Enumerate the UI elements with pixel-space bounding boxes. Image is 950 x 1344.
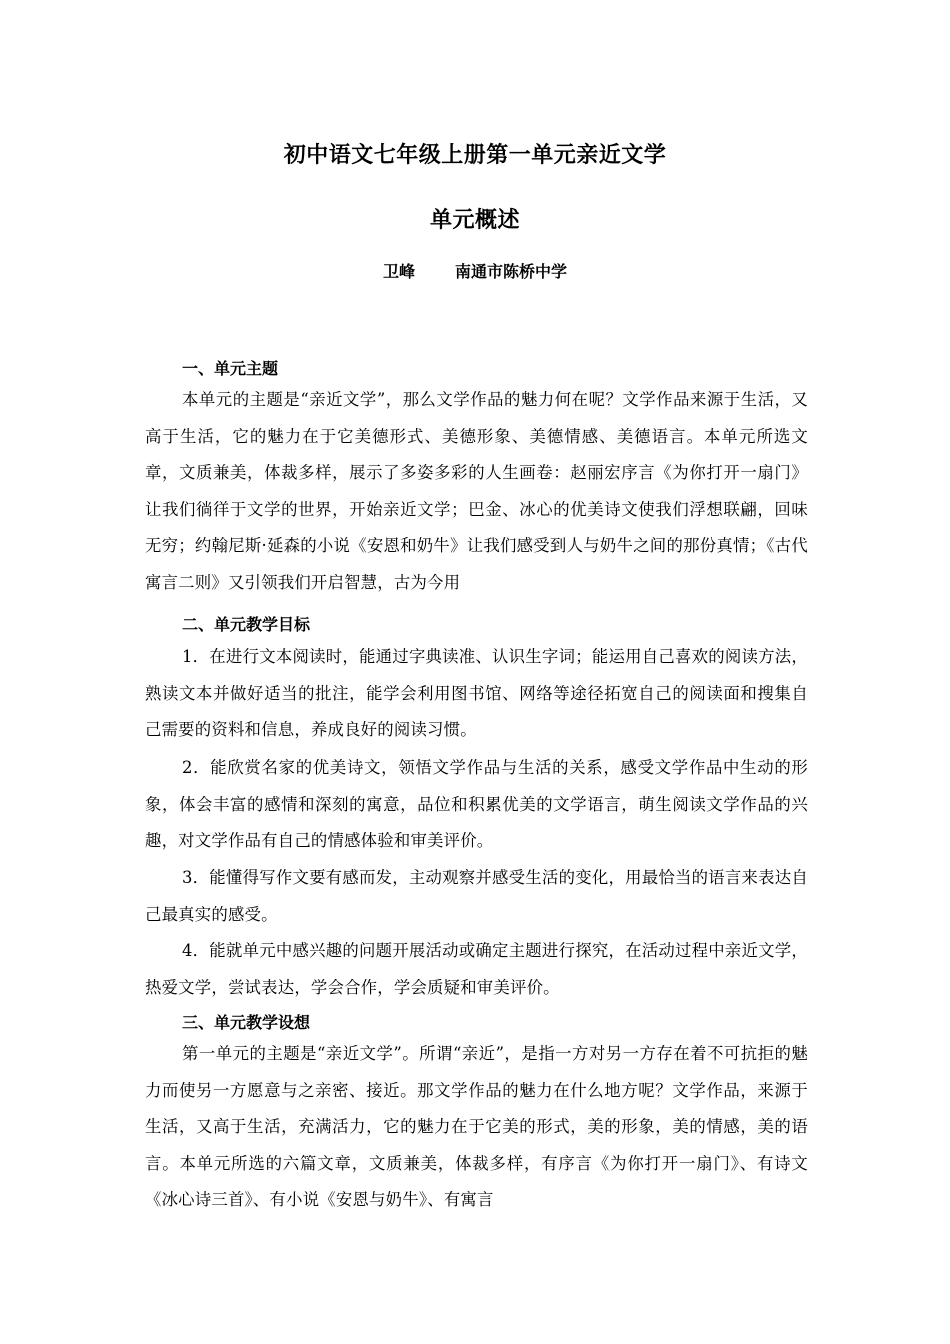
section-heading-theme: 一、单元主题: [182, 359, 279, 378]
document-title: 初中语文七年级上册第一单元亲近文学: [283, 143, 667, 168]
goal-item: 1．在进行文本阅读时，能通过字典读准、认识生字词；能运用自己喜欢的阅读方法，熟读文本并做好适当的批注，能学会利用图书馆、网络等途径拓宽自己的阅读面和搜集自己需要的资料和信息，养成良好的阅读习惯。: [145, 647, 808, 740]
section-paragraph-design: 第一单元的主题是“亲近文学”。所谓“亲近”，是指一方对另一方存在着不可抗拒的魅力而使另一方愿意与之亲密、接近。那文学作品的魅力在什么地方呢？文学作品，来源于生活，又高于生活，充满活力，它的魅力在于它美的形式，美的形象，美的情感，美的语言。本单元所选的六篇文章，文质兼美，体裁多样，有序言《为你打开一扇门》、有诗文《冰心诗三首》、有小说《安恩与奶牛》、有寓言: [145, 1044, 808, 1210]
goal-item: 3．能懂得写作文要有感而发，主动观察并感受生活的变化，用最恰当的语言来表达自己最真实的感受。: [145, 868, 808, 924]
section-paragraph-theme: 本单元的主题是“亲近文学”，那么文学作品的魅力何在呢？文学作品来源于生活，又高于生活，它的魅力在于它美德形式、美德形象、美德情感、美德语言。本单元所选文章，文质兼美，体裁多样，展示了多姿多彩的人生画卷：赵丽宏序言《为你打开一扇门》让我们徜徉于文学的世界，开始亲近文学；巴金、冰心的优美诗文使我们浮想联翩，回味无穷；约翰尼斯·延森的小说《安恩和奶牛》让我们感受到人与奶牛之间的那份真情；《古代寓言二则》又引领我们开启智慧，古为今用: [145, 390, 808, 592]
section-heading-goals: 二、单元教学目标: [182, 615, 311, 634]
goal-item: 4．能就单元中感兴趣的问题开展活动或确定主题进行探究，在活动过程中亲近文学，热爱文学，尝试表达，学会合作，学会质疑和审美评价。: [145, 941, 808, 997]
author-name: 卫峰: [382, 262, 415, 281]
goal-item: 2．能欣赏名家的优美诗文，领悟文学作品与生活的关系，感受文学作品中生动的形象，体会丰富的感情和深刻的寓意，品位和积累优美的文学语言，萌生阅读文学作品的兴趣，对文学作品有自己的情感体验和审美评价。: [145, 758, 808, 851]
author-line: [0, 259, 950, 282]
author-school: 南通市陈桥中学: [455, 262, 568, 281]
document-subtitle: 单元概述: [429, 208, 520, 233]
section-heading-design: 三、单元教学设想: [182, 1013, 311, 1032]
